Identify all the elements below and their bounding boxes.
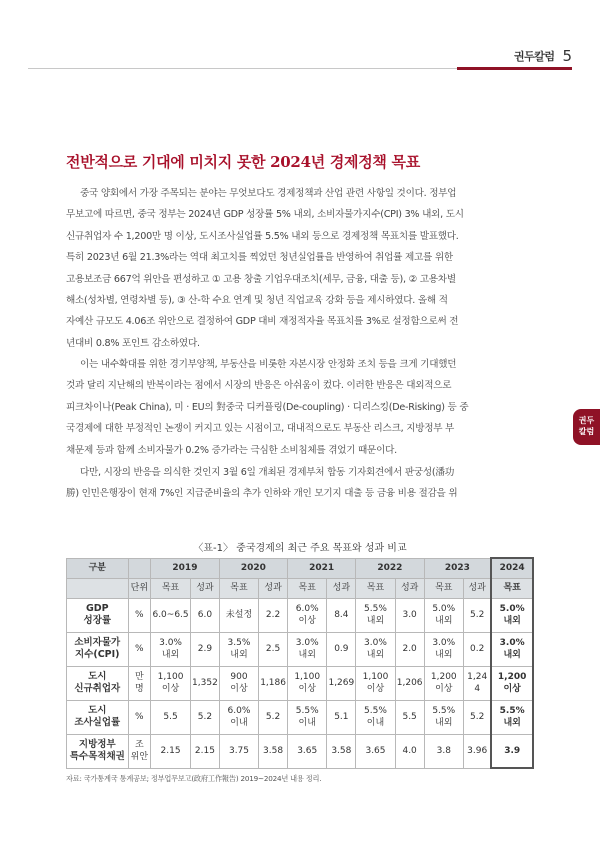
cell-line: 5.5 — [402, 712, 417, 722]
target-2024-cell — [491, 700, 533, 734]
header-accent-bar — [457, 67, 572, 70]
target-cell — [356, 598, 396, 632]
result-cell — [395, 700, 424, 734]
cell-line: 이상 — [503, 684, 521, 694]
target-cell — [151, 734, 191, 768]
unit-cell — [128, 632, 151, 666]
paragraph-line: 이는 내수확대를 위한 경기부양책, 부동산을 비롯한 자본시장 안정화 조치 등을 크게 기대했던 — [80, 359, 457, 370]
cell-line: 소비자물가 — [74, 637, 121, 648]
row-label — [67, 700, 129, 734]
cell-line: 3.0 — [402, 610, 417, 620]
result-cell — [191, 598, 220, 632]
cell-line: 이상 — [435, 684, 453, 694]
blank-cell — [128, 558, 151, 578]
side-tab-line2: 칼럼 — [578, 427, 595, 436]
cell-line: 1,200 — [430, 672, 457, 682]
blank-cell — [67, 578, 129, 598]
paragraph-line: 국경제에 대한 부정적인 논쟁이 커지고 있는 시점이고, 대내적으로도 부동산 리스크, 지방정부 부 — [66, 423, 455, 435]
paragraph-line: 자예산 규모도 4.06조 위안으로 결정하여 GDP 대비 재정적자율 목표치를 3%로 설정함으로써 전 — [66, 316, 459, 328]
corner-cell: 구분 — [67, 558, 129, 578]
cell-line: 1,269 — [328, 678, 355, 688]
cell-line: 5.5% — [364, 604, 387, 614]
cell-line: 6.0% — [227, 706, 251, 716]
cell-line: 조사실업률 — [74, 717, 121, 728]
cell-line: 4 — [474, 684, 481, 694]
unit-cell — [128, 700, 151, 734]
target-cell — [219, 700, 258, 734]
target-cell — [151, 700, 191, 734]
cell-line: 내외 — [366, 650, 385, 660]
cell-line: 8.4 — [334, 610, 349, 620]
target-cell — [287, 700, 327, 734]
result-cell — [395, 734, 424, 768]
cell-line: 5.5% — [432, 706, 456, 716]
row-label — [67, 734, 129, 768]
year-2020: 2020 — [219, 558, 287, 578]
target-cell — [219, 632, 258, 666]
target-cell — [151, 666, 191, 700]
cell-line: 이내 — [298, 718, 316, 728]
cell-line: 내외 — [366, 616, 385, 626]
cell-line: 5.2 — [470, 712, 485, 722]
result-header: 성과 — [464, 578, 492, 598]
target-cell — [356, 632, 396, 666]
result-cell — [464, 734, 492, 768]
paragraph-line: 피크차이나(Peak China), 미 · EU의 對중국 디커플링(De-coupling) · 디리스킹(De-Risking) 등 중 — [66, 401, 469, 413]
cell-line: 1,24 — [467, 672, 488, 682]
cell-line: 위안 — [130, 752, 149, 762]
cell-line: 1,186 — [260, 678, 286, 688]
result-cell — [191, 666, 220, 700]
year-2021: 2021 — [287, 558, 355, 578]
cell-line: 이상 — [298, 616, 316, 626]
cell-line: 3.5% — [227, 638, 251, 648]
cell-line: 이상 — [230, 684, 248, 694]
result-cell — [464, 598, 492, 632]
target-cell — [151, 632, 191, 666]
cell-line: 3.9 — [504, 745, 521, 756]
cell-line: 3.0% — [499, 638, 525, 648]
side-section-tab[interactable] — [573, 409, 600, 445]
paragraph-line: 중국 양회에서 가장 주목되는 분야는 무엇보다도 경제정책과 산업 관련 사항일 것이다. 정부업 — [80, 188, 457, 199]
result-cell — [259, 632, 288, 666]
cell-line: 2.15 — [194, 746, 215, 756]
cell-line: 1,100 — [362, 672, 389, 682]
table-row — [67, 632, 534, 666]
target-cell — [287, 666, 327, 700]
cell-line: 2.5 — [265, 644, 281, 654]
paragraph-line: 勝) 인민은행장이 현재 7%인 지급준비율의 추가 인하와 개인 모기지 대출 등 금융 비용 절감을 위 — [66, 488, 458, 500]
cell-line: 이상 — [161, 684, 180, 694]
result-header: 성과 — [259, 578, 288, 598]
cell-line: 3.58 — [263, 746, 284, 756]
cell-line: 1,100 — [294, 672, 321, 682]
cell-line: % — [135, 610, 144, 620]
cell-line: 3.0% — [432, 638, 456, 648]
page-header — [514, 47, 572, 65]
cell-line: 지수(CPI) — [75, 649, 120, 660]
target-cell — [287, 632, 327, 666]
cell-line: 3.58 — [331, 746, 352, 756]
cell-line: 1,200 — [497, 672, 527, 682]
cell-line: 3.0% — [364, 638, 387, 648]
target-cell — [287, 734, 327, 768]
cell-line: 5.2 — [470, 610, 485, 620]
unit-cell — [128, 734, 151, 768]
cell-line: 3.65 — [297, 746, 318, 756]
target-2024-cell — [491, 598, 533, 632]
cell-line: 도시 — [88, 705, 107, 716]
target-cell — [356, 734, 396, 768]
cell-line: 내외 — [503, 616, 521, 626]
paragraph-2 — [66, 354, 540, 461]
side-tab-line1: 권두 — [578, 416, 595, 425]
cell-line: 만 명 — [134, 672, 144, 694]
cell-line: 내외 — [161, 650, 180, 660]
table-row — [67, 700, 534, 734]
cell-line: 성장률 — [83, 615, 112, 626]
target-cell — [424, 734, 464, 768]
result-cell — [327, 598, 356, 632]
cell-line: 특수목적채권 — [69, 751, 125, 762]
paragraph-line: 해소(성차별, 연령차별 등), ③ 산-학 수요 연계 및 청년 직업교육 강화 등을 제시하였다. 올해 적 — [66, 295, 448, 307]
cell-line: 3.0% — [159, 638, 182, 648]
result-cell — [464, 632, 492, 666]
cell-line: 3.0% — [295, 638, 319, 648]
paragraph-line: 특히 2023년 6월 21.3%라는 역대 최고치를 찍었던 청년실업률을 반영하여 취업률 제고를 위한 — [66, 252, 453, 264]
cell-line: 지방정부 — [78, 739, 116, 750]
paragraph-line: 신규취업자 수 1,200만 명 이상, 도시조사실업률 5.5% 내외 등으로 경제정책 목표치를 발표했다. — [66, 230, 459, 242]
table-row — [67, 598, 534, 632]
cell-line: 5.0% — [499, 604, 525, 614]
result-cell — [259, 666, 288, 700]
cell-line: 3.8 — [436, 746, 451, 756]
cell-line: 이상 — [366, 684, 385, 694]
target-cell — [151, 598, 191, 632]
row-label — [67, 666, 129, 700]
section-title: 전반적으로 기대에 미치지 못한 2024년 경제정책 목표 — [66, 153, 420, 171]
table-header-years — [67, 558, 534, 578]
target-cell — [424, 632, 464, 666]
result-cell — [327, 700, 356, 734]
paragraph-1 — [66, 183, 540, 354]
paragraph-3 — [66, 462, 540, 505]
row-label — [67, 598, 129, 632]
target-cell — [424, 700, 464, 734]
row-label — [67, 632, 129, 666]
cell-line: 도시 — [88, 671, 107, 682]
header-title: 권두칼럼 — [513, 50, 555, 63]
paragraph-line: 채문제 등과 함께 소비자물가 0.2% 증가라는 극심한 소비침체를 겪었기 때문이다. — [66, 444, 397, 456]
result-cell — [464, 700, 492, 734]
cell-line: 3.75 — [228, 746, 250, 756]
cell-line: 1,206 — [396, 678, 423, 688]
table-source: 자료: 국가통계국 통계공보; 정부업무보고(政府工作報告) 2019~2024년 내용 정리. — [66, 774, 322, 783]
target-2024-cell — [491, 734, 533, 768]
result-cell — [191, 700, 220, 734]
unit-header: 단위 — [128, 578, 151, 598]
page-number: 5 — [562, 47, 572, 65]
result-cell — [327, 734, 356, 768]
paragraph-line: 다만, 시장의 반응을 의식한 것인지 3월 6일 개최된 경제부처 합동 기자회견에서 판궁성(潘功 — [80, 467, 455, 478]
target-header: 목표 — [287, 578, 327, 598]
target-cell — [424, 666, 464, 700]
cell-line: 5.0% — [432, 604, 456, 614]
table-caption: 〈표-1〉 중국경제의 최근 주요 목표와 성과 비교 — [193, 543, 407, 554]
cell-line: 내외 — [435, 718, 453, 728]
table-header-labels — [67, 578, 534, 598]
result-cell — [259, 700, 288, 734]
cell-line: 900 — [230, 672, 248, 682]
target-cell — [287, 598, 327, 632]
target-header: 목표 — [424, 578, 464, 598]
cell-line: 1,352 — [192, 678, 218, 688]
cell-line: 내외 — [230, 650, 248, 660]
target-2024-cell — [491, 666, 533, 700]
unit-cell — [128, 598, 151, 632]
cell-line: 5.2 — [197, 712, 213, 722]
target-header-2024: 목표 — [491, 578, 533, 598]
target-cell — [219, 598, 258, 632]
cell-line: 5.5 — [163, 712, 178, 722]
cell-line: 4.0 — [402, 746, 417, 756]
cell-line: 6.0% — [295, 604, 319, 614]
cell-line: 2.9 — [197, 644, 213, 654]
result-cell — [395, 666, 424, 700]
result-cell — [259, 598, 288, 632]
target-header: 목표 — [151, 578, 191, 598]
year-2024: 2024 — [491, 558, 533, 578]
year-2023: 2023 — [424, 558, 491, 578]
cell-line: 3.96 — [467, 746, 488, 756]
cell-line: 신규취업자 — [74, 683, 121, 694]
cell-line: 5.5% — [295, 706, 319, 716]
cell-line: 5.5% — [499, 706, 525, 716]
cell-line: 0.9 — [334, 644, 349, 654]
result-header: 성과 — [327, 578, 356, 598]
cell-line: 내외 — [503, 650, 521, 660]
cell-line: 5.5% — [364, 706, 387, 716]
result-header: 성과 — [191, 578, 220, 598]
result-cell — [395, 598, 424, 632]
target-cell — [356, 666, 396, 700]
cell-line: 3.65 — [365, 746, 386, 756]
result-cell — [191, 632, 220, 666]
target-cell — [424, 598, 464, 632]
paragraph-line: 년대비 0.8% 포인트 감소하였다. — [66, 337, 200, 349]
cell-line: 2.15 — [160, 746, 181, 756]
cell-line: 1,100 — [157, 672, 184, 682]
cell-line: GDP — [85, 603, 109, 614]
cell-line: % — [135, 644, 144, 654]
cell-line: 6.0 — [197, 610, 213, 620]
year-2022: 2022 — [356, 558, 424, 578]
result-cell — [395, 632, 424, 666]
unit-cell — [128, 666, 151, 700]
table-row — [67, 666, 534, 700]
target-cell — [219, 734, 258, 768]
cell-line: 2.2 — [265, 610, 281, 620]
target-header: 목표 — [356, 578, 396, 598]
result-cell — [259, 734, 288, 768]
target-cell — [219, 666, 258, 700]
result-cell — [327, 666, 356, 700]
paragraph-line: 고용보조금 667억 위안을 편성하고 ① 고용 창출 기업우대조치(세무, 금융, 대출 등), ② 고용차별 — [66, 273, 456, 285]
economic-targets-table — [66, 557, 534, 769]
cell-line: 5.2 — [265, 712, 281, 722]
result-cell — [191, 734, 220, 768]
target-2024-cell — [491, 632, 533, 666]
year-2019: 2019 — [151, 558, 220, 578]
target-header: 목표 — [219, 578, 258, 598]
table-row — [67, 734, 534, 768]
cell-line: 내외 — [298, 650, 316, 660]
result-header: 성과 — [395, 578, 424, 598]
paragraph-line: 무보고에 따르면, 중국 정부는 2024년 GDP 성장률 5% 내외, 소비자물가지수(CPI) 3% 내외, 도시 — [66, 209, 464, 221]
cell-line: 이상 — [298, 684, 316, 694]
target-cell — [356, 700, 396, 734]
cell-line: % — [135, 712, 144, 722]
cell-line: 내외 — [435, 650, 453, 660]
paragraph-line: 것과 달리 지난해의 반복이라는 점에서 시장의 반응은 아쉬움이 컸다. 이러한 반응은 대외적으로 — [66, 380, 452, 392]
cell-line: 내외 — [435, 616, 453, 626]
cell-line: 未설정 — [225, 610, 253, 620]
cell-line: 내외 — [503, 718, 521, 728]
cell-line: 조 — [134, 740, 144, 750]
cell-line: 0.2 — [470, 644, 485, 654]
cell-line: 이내 — [230, 718, 248, 728]
table-body — [67, 598, 534, 768]
header-rule — [28, 68, 572, 69]
cell-line: 2.0 — [402, 644, 417, 654]
result-cell — [327, 632, 356, 666]
cell-line: 5.1 — [334, 712, 349, 722]
cell-line: 6.0~6.5 — [152, 610, 189, 620]
cell-line: 이내 — [366, 718, 385, 728]
result-cell — [464, 666, 492, 700]
